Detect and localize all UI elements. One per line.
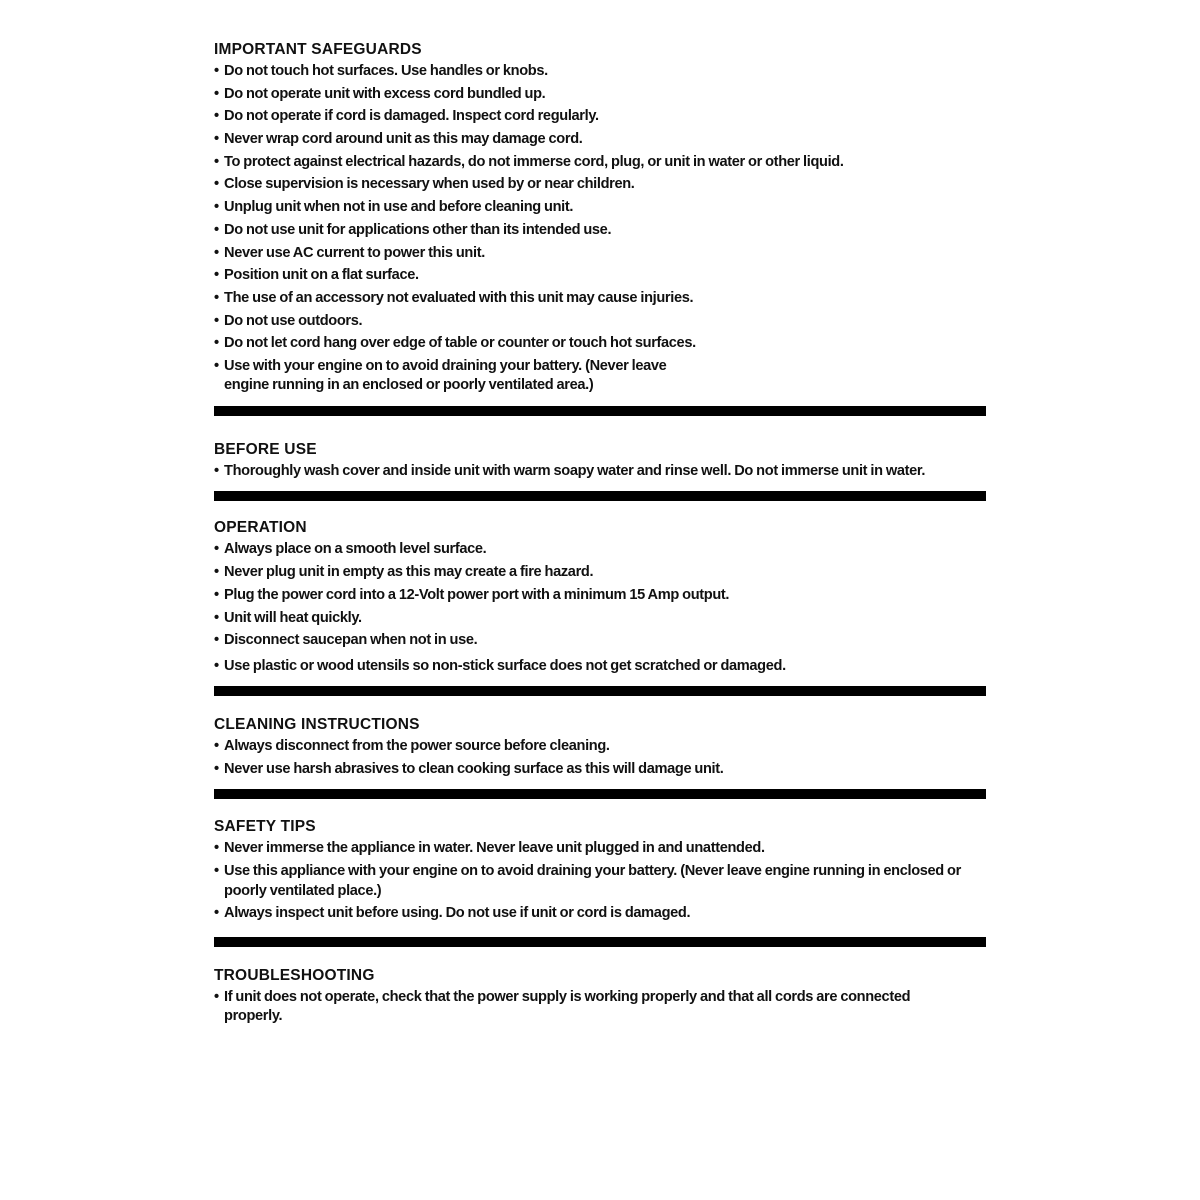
- list-item: • Always inspect unit before using. Do not use if unit or cord is damaged.: [214, 904, 986, 924]
- list-item: • The use of an accessory not evaluated with this unit may cause injuries.: [214, 289, 986, 309]
- section-title: BEFORE USE: [214, 440, 317, 458]
- bullet-list: [214, 737, 986, 779]
- bullet-list: [214, 462, 986, 482]
- bullet-list: [214, 839, 986, 923]
- list-item: • Do not let cord hang over edge of table or counter or touch hot surfaces.: [214, 334, 986, 354]
- instruction-sheet: [214, 40, 986, 1030]
- list-item: • To protect against electrical hazards, do not immerse cord, plug, or unit in water or other liquid.: [214, 153, 986, 173]
- list-item: • Never wrap cord around unit as this may damage cord.: [214, 130, 986, 150]
- section-title: CLEANING INSTRUCTIONS: [214, 716, 420, 734]
- list-item: • Close supervision is necessary when used by or near children.: [214, 175, 986, 195]
- section-before-use: [214, 440, 986, 482]
- list-item: • Plug the power cord into a 12-Volt power port with a minimum 15 Amp output.: [214, 586, 986, 606]
- list-item: • Use this appliance with your engine on to avoid draining your battery. (Never leave engine running in enclosed or poorly ventilated place.): [214, 862, 986, 901]
- list-item: • Never plug unit in empty as this may create a fire hazard.: [214, 563, 986, 583]
- section-title: IMPORTANT SAFEGUARDS: [214, 41, 422, 58]
- section-divider: [214, 491, 986, 501]
- list-item: • Use with your engine on to avoid draining your battery. (Never leave engine running in an enclosed or poorly ventilated area.): [214, 357, 986, 396]
- list-item: • Position unit on a flat surface.: [214, 266, 986, 286]
- list-item: • Always disconnect from the power source before cleaning.: [214, 737, 986, 757]
- section-divider: [214, 789, 986, 799]
- section-divider: [214, 937, 986, 947]
- list-item: • Disconnect saucepan when not in use.: [214, 631, 986, 651]
- list-item: • Use plastic or wood utensils so non-stick surface does not get scratched or damaged.: [214, 657, 986, 677]
- list-item: • Unplug unit when not in use and before cleaning unit.: [214, 198, 986, 218]
- list-item: • Do not use outdoors.: [214, 312, 986, 332]
- list-item: • Do not use unit for applications other than its intended use.: [214, 221, 986, 241]
- bullet-list: [214, 988, 986, 1027]
- section-safety-tips: [214, 817, 986, 923]
- section-divider: [214, 686, 986, 696]
- list-item: • Do not operate unit with excess cord bundled up.: [214, 85, 986, 105]
- section-title: OPERATION: [214, 519, 307, 537]
- bullet-list: [214, 62, 986, 396]
- section-troubleshooting: [214, 966, 986, 1027]
- list-item: • Do not touch hot surfaces. Use handles or knobs.: [214, 62, 986, 82]
- list-item: • Unit will heat quickly.: [214, 609, 986, 629]
- section-cleaning-instructions: [214, 715, 986, 779]
- list-item: • If unit does not operate, check that the power supply is working properly and that all cords are connected properly.: [214, 988, 986, 1027]
- list-item: • Never use harsh abrasives to clean cooking surface as this will damage unit.: [214, 760, 986, 780]
- list-item: • Always place on a smooth level surface.: [214, 540, 986, 560]
- section-title: TROUBLESHOOTING: [214, 966, 375, 984]
- list-item: • Never immerse the appliance in water. Never leave unit plugged in and unattended.: [214, 839, 986, 859]
- bullet-list: [214, 540, 986, 676]
- list-item: • Do not operate if cord is damaged. Inspect cord regularly.: [214, 107, 986, 127]
- section-important-safeguards: [214, 40, 986, 396]
- section-title: SAFETY TIPS: [214, 818, 316, 836]
- section-divider: [214, 406, 986, 416]
- list-item: • Thoroughly wash cover and inside unit with warm soapy water and rinse well. Do not immerse unit in water.: [214, 462, 986, 482]
- section-operation: [214, 518, 986, 676]
- list-item: • Never use AC current to power this unit.: [214, 244, 986, 264]
